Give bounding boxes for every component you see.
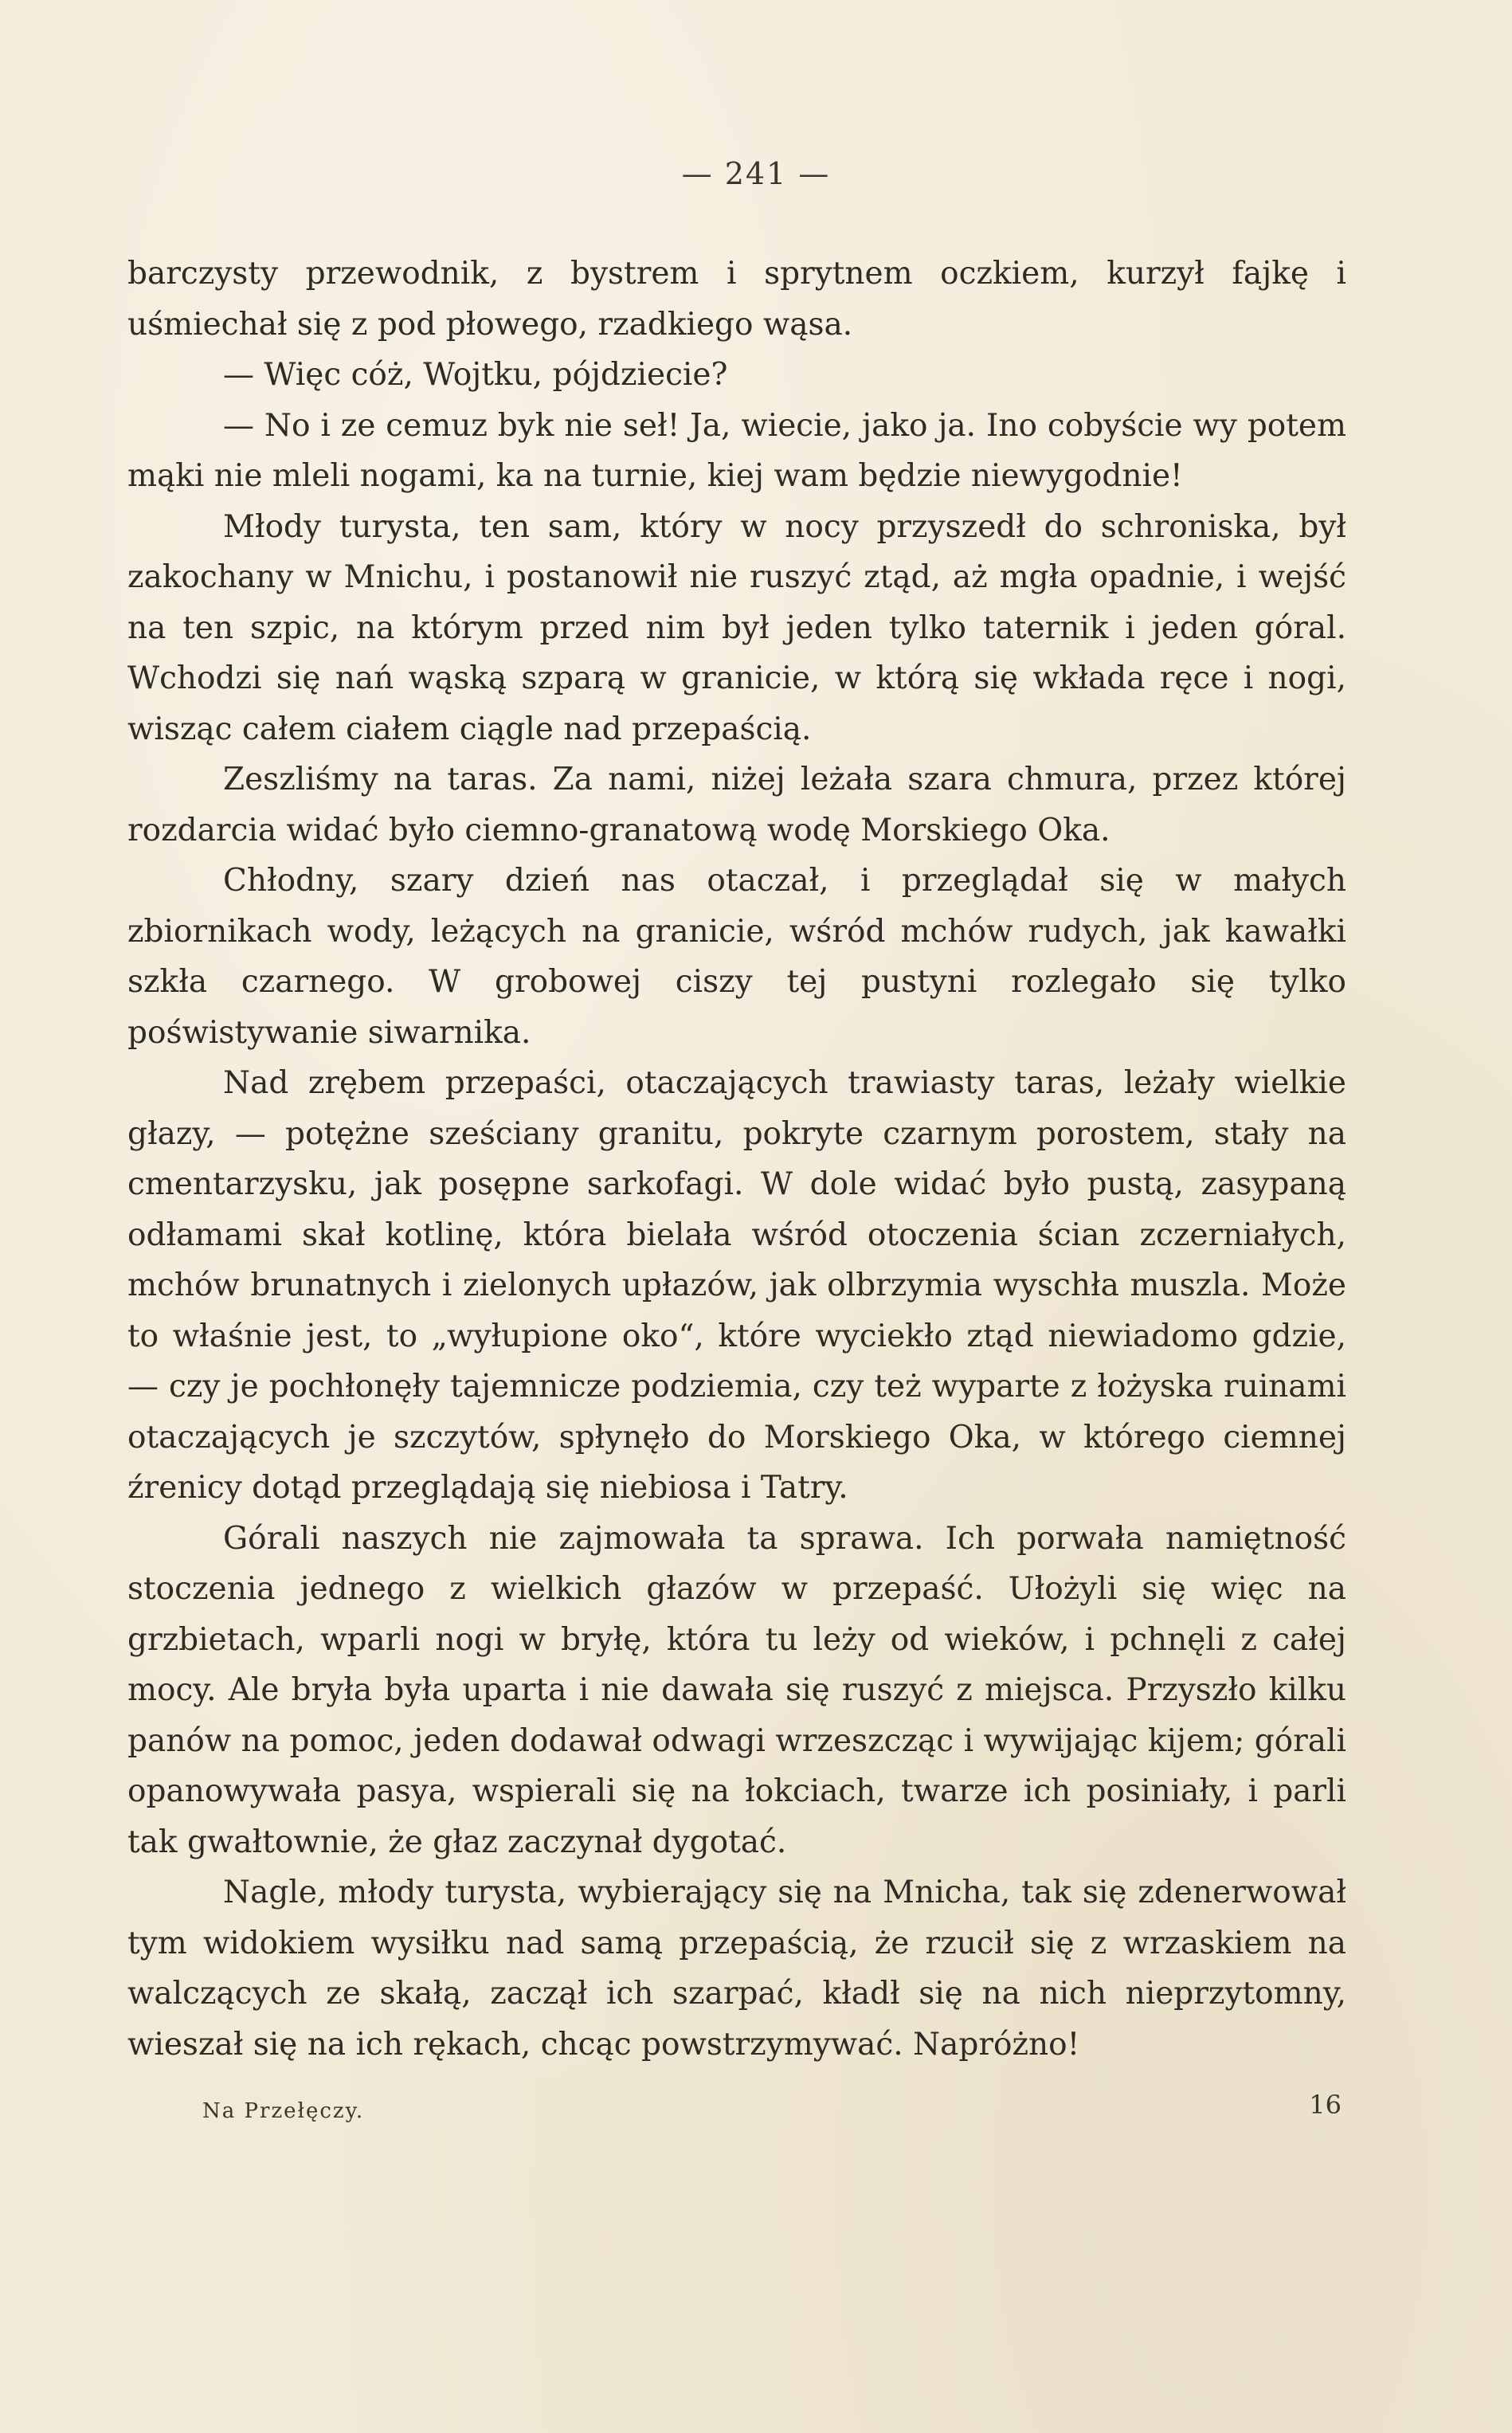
paragraph: Zeszliśmy na taras. Za nami, niżej leżała szara chmura, przez której rozdarcia widać było ciemno-granatową wodę Morskiego Oka. (127, 762, 1346, 848)
page-number: — 241 — (681, 156, 831, 191)
paragraph: Nagle, młody turysta, wybierający się na Mnicha, tak się zdenerwował tym widokiem wysiłku nad samą przepaścią, że rzucił się z wrzaskiem na walczących ze skałą, zaczął ich szarpać, kładł się na nich nieprzytomny, wieszał się na ich rękach, chcąc powstrzymywać. Napróżno! (127, 1875, 1346, 2063)
paragraph: Nad zrębem przepaści, otaczających trawiasty taras, leżały wielkie głazy, — potężne sześciany granitu, pokryte czarnym porostem, stały na cmentarzysku, jak posępne sarkofagi. W dole widać było pustą, zasypaną odłamami skał kotlinę, która bielała wśród otoczenia ścian zczerniałych, mchów brunatnych i zielonych upłazów, jak olbrzymia wyschła muszla. Może to właśnie jest, to „wyłupione oko“, które wyciekło ztąd niewiadomo gdzie, — czy je pochłonęły tajemnicze podziemia, czy też wyparte z łożyska ruinami otaczających je szczytów, spłynęło do Morskiego Oka, w którego ciemnej źrenicy dotąd przeglądają się niebiosa i Tatry. (127, 1065, 1346, 1506)
body-text (127, 249, 1346, 2070)
paragraph: — No i ze cemuz byk nie seł! Ja, wiecie, jako ja. Ino cobyście wy potem mąki nie mleli nogami, ka na turnie, kiej wam będzie niewygodnie! (127, 407, 1346, 494)
signature-mark: 16 (1309, 2090, 1342, 2120)
paragraph: — Więc cóż, Wojtku, pójdziecie? (223, 357, 728, 393)
paragraph: Młody turysta, ten sam, który w nocy przyszedł do schroniska, był zakochany w Mnichu, i postanowił nie ruszyć ztąd, aż mgła opadnie, i wejść na ten szpic, na którym przed nim był jeden tylko taternik i jeden góral. Wchodzi się nań wąską szparą w granicie, w którą się wkłada ręce i nogi, wisząc całem ciałem ciągle nad przepaścią. (127, 508, 1346, 747)
paragraph: barczysty przewodnik, z bystrem i sprytnem oczkiem, kurzył fajkę i uśmiechał się z pod płowego, rzadkiego wąsa. (127, 256, 1346, 343)
paragraph: Górali naszych nie zajmowała ta sprawa. Ich porwała namiętność stoczenia jednego z wielkich głazów w przepaść. Ułożyli się więc na grzbietach, wparli nogi w bryłę, która tu leży od wieków, i pchnęli z całej mocy. Ale bryła była uparta i nie dawała się ruszyć z miejsca. Przyszło kilku panów na pomoc, jeden dodawał odwagi wrzeszcząc i wywijając kijem; górali opanowywała pasya, wspierali się na łokciach, twarze ich posiniały, i parli tak gwałtownie, że głaz zaczynał dygotać. (127, 1520, 1346, 1860)
paragraph: Chłodny, szary dzień nas otaczał, i przeglądał się w małych zbiornikach wody, leżących na granicie, wśród mchów rudych, jak kawałki szkła czarnego. W grobowej ciszy tej pustyni rozlegało się tylko poświstywanie siwarnika. (127, 863, 1346, 1051)
running-title: Na Przełęczy. (202, 2099, 365, 2123)
page-footer (202, 2090, 1342, 2139)
